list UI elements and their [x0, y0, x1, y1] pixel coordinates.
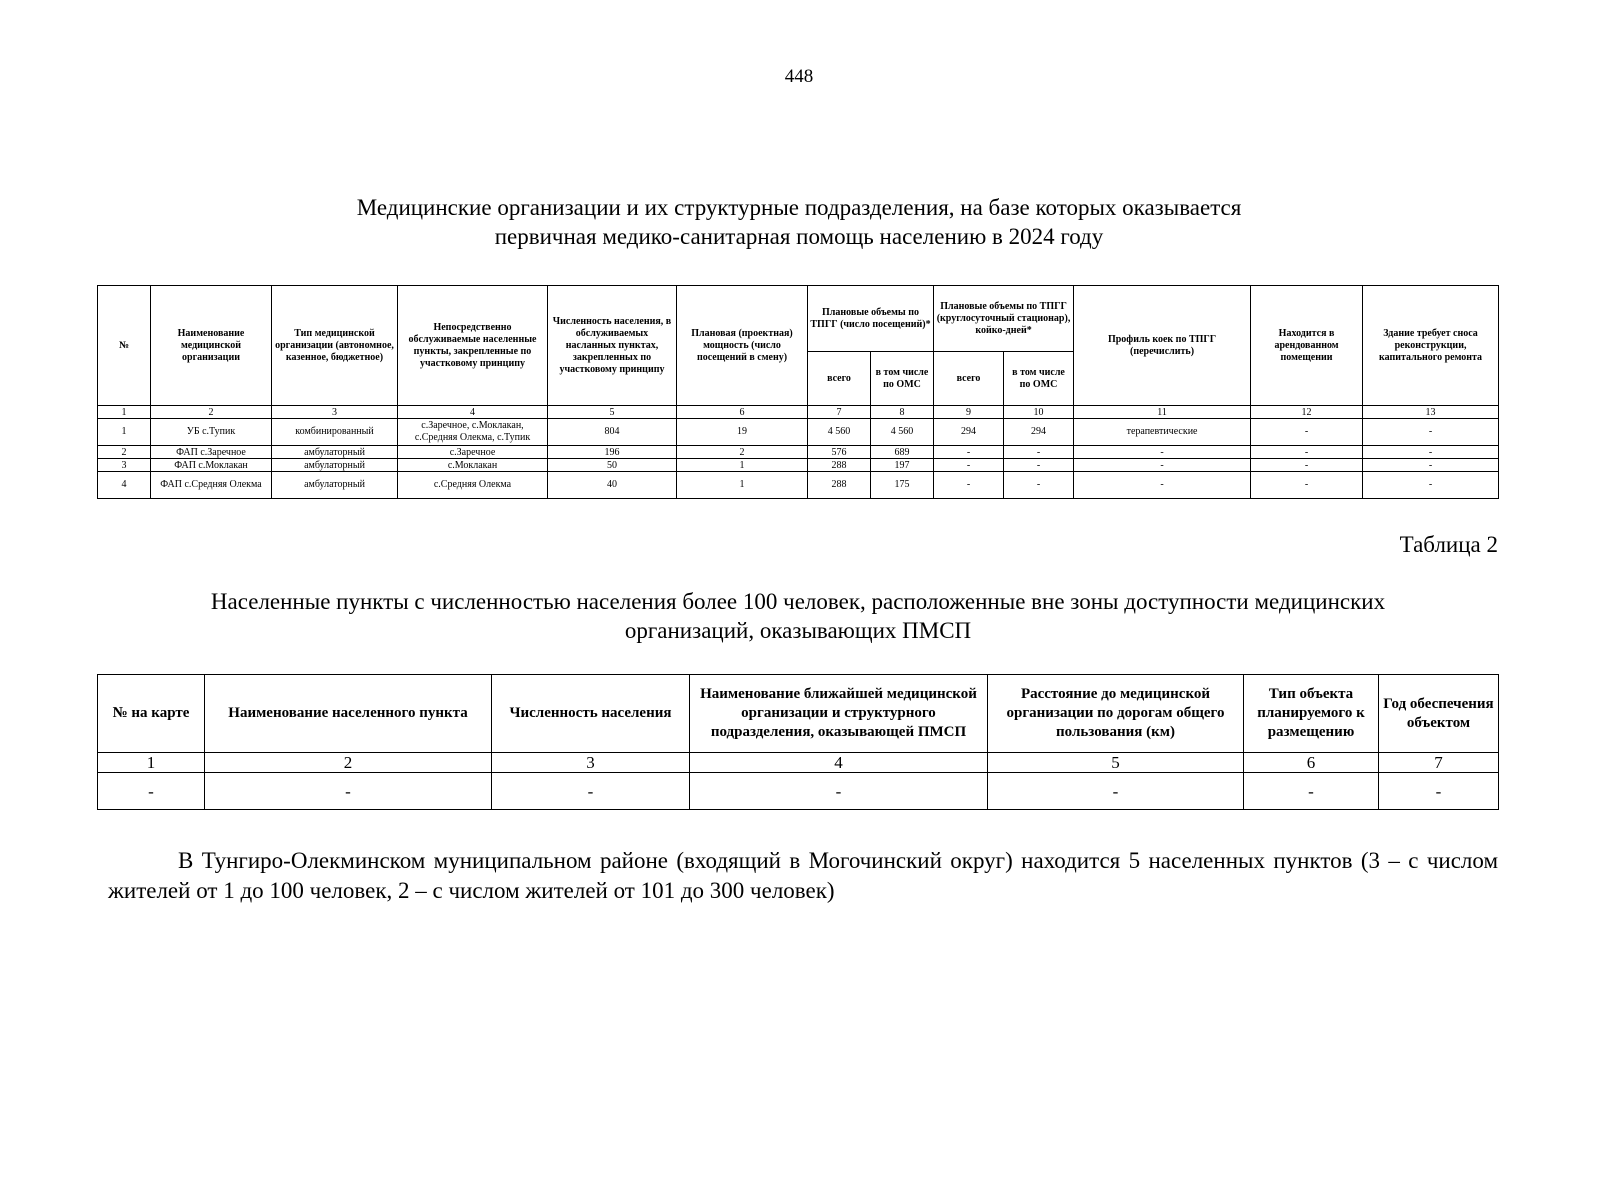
header-rented: Находится в арендованном помещении — [1251, 286, 1363, 406]
table-cell: 197 — [871, 459, 934, 472]
header-org-type: Тип медицинской организации (автономное, казенное, бюджетное) — [272, 286, 398, 406]
header-reconstruction: Здание требует сноса реконструкции, капитального ремонта — [1363, 286, 1499, 406]
table-cell: - — [1251, 472, 1363, 499]
table-cell: - — [1004, 472, 1074, 499]
col-number: 1 — [98, 406, 151, 419]
table-cell: ФАП с.Заречное — [151, 446, 272, 459]
table-cell: 1 — [677, 472, 808, 499]
header-settlements: Непосредственно обслуживаемые населенные пункты, закрепленные по участковому принципу — [398, 286, 548, 406]
table-cell: - — [1379, 773, 1499, 810]
header-nearest-org: Наименование ближайшей медицинской организации и структурного подразделения, оказывающей ПМСП — [690, 675, 988, 753]
header-settlement-name: Наименование населенного пункта — [205, 675, 492, 753]
table-cell: - — [1363, 459, 1499, 472]
table-cell: с.Моклакан — [398, 459, 548, 472]
table-cell: ФАП с.Моклакан — [151, 459, 272, 472]
column-numbers-row — [98, 406, 1499, 419]
table-cell: 2 — [98, 446, 151, 459]
table-cell: - — [1363, 472, 1499, 499]
header-bed-profile: Профиль коек по ТПГГ (перечислить) — [1074, 286, 1251, 406]
table-cell: комбинированный — [272, 419, 398, 446]
col-number: 13 — [1363, 406, 1499, 419]
table-cell: 288 — [808, 459, 871, 472]
table-row — [98, 459, 1499, 472]
table-cell: амбулаторный — [272, 446, 398, 459]
col-number: 6 — [677, 406, 808, 419]
table-cell: - — [1074, 459, 1251, 472]
header-beds-total: всего — [934, 352, 1004, 406]
header-num: № — [98, 286, 151, 406]
table-row — [98, 773, 1499, 810]
col-number: 1 — [98, 753, 205, 773]
table-cell: - — [492, 773, 690, 810]
table-cell: 19 — [677, 419, 808, 446]
header-visits: Плановые объемы по ТПГГ (число посещений)* — [808, 286, 934, 352]
col-number: 2 — [205, 753, 492, 773]
table-row — [98, 472, 1499, 499]
col-number: 7 — [808, 406, 871, 419]
table-cell: 4 — [98, 472, 151, 499]
table-cell: - — [690, 773, 988, 810]
table-cell: 4 560 — [808, 419, 871, 446]
table2-title-line1: Населенные пункты с численностью населения более 100 человек, расположенные вне зоны доступности медицинских — [210, 589, 1386, 614]
table-cell: - — [988, 773, 1244, 810]
table-cell: УБ с.Тупик — [151, 419, 272, 446]
header-object-type: Тип объекта планируемого к размещению — [1244, 675, 1379, 753]
table-cell: с.Заречное, с.Моклакан, с.Средняя Олекма, с.Тупик — [398, 419, 548, 446]
table-row — [98, 446, 1499, 459]
table-cell: - — [1004, 446, 1074, 459]
table-cell: - — [934, 446, 1004, 459]
table-cell: с.Заречное — [398, 446, 548, 459]
table-cell: - — [1251, 419, 1363, 446]
table-cell: - — [934, 459, 1004, 472]
table-cell: - — [1251, 446, 1363, 459]
table-cell: - — [205, 773, 492, 810]
table1-title — [180, 193, 1418, 251]
table-cell: - — [1244, 773, 1379, 810]
table-cell: - — [1004, 459, 1074, 472]
page-number: 448 — [784, 66, 814, 87]
table-cell: 175 — [871, 472, 934, 499]
header-map-number: № на карте — [98, 675, 205, 753]
header-population: Численность населения, в обслуживаемых насланных пунктах, закрепленных по участковому принципу — [548, 286, 677, 406]
table-cell: 50 — [548, 459, 677, 472]
table-cell: - — [1251, 459, 1363, 472]
col-number: 3 — [492, 753, 690, 773]
col-number: 4 — [690, 753, 988, 773]
table-cell: 288 — [808, 472, 871, 499]
table1-title-line1: Медицинские организации и их структурные подразделения, на базе которых оказывается — [356, 195, 1242, 220]
table-cell: - — [1363, 419, 1499, 446]
table-cell: 1 — [98, 419, 151, 446]
table-cell: с.Средняя Олекма — [398, 472, 548, 499]
table-cell: 196 — [548, 446, 677, 459]
medical-organizations-table — [97, 285, 1499, 499]
column-numbers-row — [98, 753, 1499, 773]
header-visits-total: всего — [808, 352, 871, 406]
table-cell: амбулаторный — [272, 472, 398, 499]
table-cell: 576 — [808, 446, 871, 459]
table-cell: 4 560 — [871, 419, 934, 446]
table-cell: 2 — [677, 446, 808, 459]
table-cell: - — [1074, 446, 1251, 459]
table-cell: - — [1363, 446, 1499, 459]
table-cell: 1 — [677, 459, 808, 472]
body-paragraph: В Тунгиро-Олекминском муниципальном районе (входящий в Могочинский округ) находится 5 населенных пунктов (3 – с числом жителей от 1 до 100 человек, 2 – с числом жителей от 101 до 300 человек) — [108, 848, 1498, 903]
header-population: Численность населения — [492, 675, 690, 753]
table-cell: 294 — [934, 419, 1004, 446]
col-number: 5 — [988, 753, 1244, 773]
table-cell: ФАП с.Средняя Олекма — [151, 472, 272, 499]
table2-title-line2: организаций, оказывающих ПМСП — [624, 618, 972, 643]
col-number: 3 — [272, 406, 398, 419]
col-number: 9 — [934, 406, 1004, 419]
col-number: 2 — [151, 406, 272, 419]
table-cell: - — [934, 472, 1004, 499]
header-visits-oms: в том числе по ОМС — [871, 352, 934, 406]
table-cell: 689 — [871, 446, 934, 459]
table-cell: 40 — [548, 472, 677, 499]
col-number: 11 — [1074, 406, 1251, 419]
table-cell: 804 — [548, 419, 677, 446]
col-number: 4 — [398, 406, 548, 419]
col-number: 12 — [1251, 406, 1363, 419]
table-cell: амбулаторный — [272, 459, 398, 472]
col-number: 5 — [548, 406, 677, 419]
table2-title — [98, 587, 1498, 645]
header-distance: Расстояние до медицинской организации по дорогам общего пользования (км) — [988, 675, 1244, 753]
settlements-table — [97, 674, 1499, 810]
header-org-name: Наименование медицинской организации — [151, 286, 272, 406]
header-capacity: Плановая (проектная) мощность (число посещений в смену) — [677, 286, 808, 406]
table-cell: - — [1074, 472, 1251, 499]
header-beds-oms: в том числе по ОМС — [1004, 352, 1074, 406]
header-year: Год обеспечения объектом — [1379, 675, 1499, 753]
table1-title-line2: первичная медико-санитарная помощь населению в 2024 году — [494, 224, 1104, 249]
header-bed-days: Плановые объемы по ТПГГ (круглосуточный стационар), койко-дней* — [934, 286, 1074, 352]
col-number: 7 — [1379, 753, 1499, 773]
col-number: 10 — [1004, 406, 1074, 419]
table-cell: 294 — [1004, 419, 1074, 446]
col-number: 8 — [871, 406, 934, 419]
table-cell: 3 — [98, 459, 151, 472]
table-cell: - — [98, 773, 205, 810]
table-row — [98, 419, 1499, 446]
table-cell: терапевтические — [1074, 419, 1251, 446]
col-number: 6 — [1244, 753, 1379, 773]
table2-caption: Таблица 2 — [1399, 532, 1498, 557]
